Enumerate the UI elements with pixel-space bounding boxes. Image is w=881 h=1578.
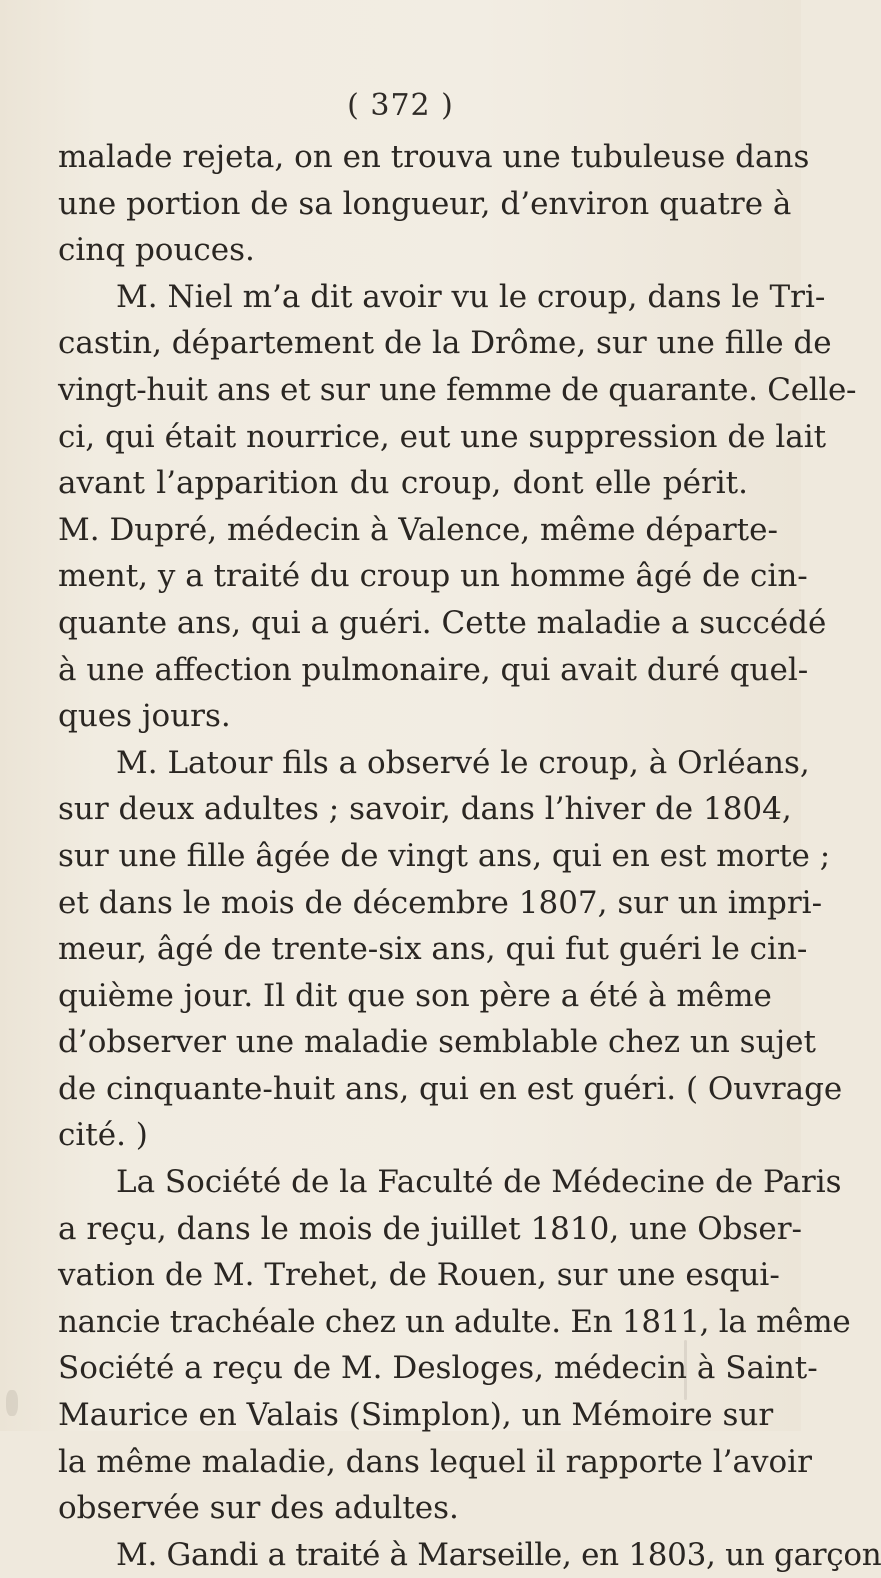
text-line: à une affection pulmonaire, qui avait duré quel- [58,651,809,688]
page-number: ( 372 ) [347,88,454,123]
paragraph-start-line: M. Gandi a traité à Marseille, en 1803, un garçon [116,1536,881,1573]
text-line: quante ans, qui a guéri. Cette maladie a succédé [58,604,827,641]
text-line: et dans le mois de décembre 1807, sur un impri- [58,884,823,921]
text-line: Société a reçu de M. Desloges, médecin à Saint- [58,1350,818,1387]
text-line: une portion de sa longueur, d’environ quatre à [58,185,792,222]
text-line: malade rejeta, on en trouva une tubuleuse dans [58,139,810,175]
text-line: M. Dupré, médecin à Valence, même départe- [58,511,778,548]
text-line: d’observer une maladie semblable chez un sujet [58,1024,816,1061]
text-line: la même maladie, dans lequel il rapporte l’avoir [58,1443,812,1480]
text-line: quième jour. Il dit que son père a été à même [58,977,772,1014]
text-line: cinq pouces. [58,232,255,269]
text-line: a reçu, dans le mois de juillet 1810, une Obser- [58,1210,802,1247]
paper-stain [6,1390,18,1416]
text-line: ci, qui était nourrice, eut une suppression de lait [58,418,827,455]
text-line: ment, y a traité du croup un homme âgé de cin- [58,558,808,595]
text-line: vation de M. Trehet, de Rouen, sur une esqui- [58,1257,780,1294]
text-line: cité. ) [58,1117,148,1154]
text-line: observée sur des adultes. [58,1490,459,1527]
text-line: sur une fille âgée de vingt ans, qui en est morte ; [58,837,831,874]
text-line: nancie trachéale chez un adulte. En 1811, la même [58,1303,851,1340]
text-line: vingt-huit ans et sur une femme de quarante. Celle- [58,371,857,408]
text-line: castin, département de la Drôme, sur une fille de [58,325,832,362]
paragraph-start-line: La Société de la Faculté de Médecine de Paris [116,1164,842,1201]
text-line: de cinquante-huit ans, qui en est guéri. ( Ouvrage [58,1070,843,1107]
text-line: ques jours. [58,698,231,735]
paper-stain [684,1340,687,1400]
text-line: sur deux adultes ; savoir, dans l’hiver de 1804, [58,791,792,828]
paragraph-start-line: M. Latour fils a observé le croup, à Orléans, [116,744,810,781]
paragraph-start-line: M. Niel m’a dit avoir vu le croup, dans le Tri- [116,278,826,315]
body-text [58,134,881,1578]
text-line: Maurice en Valais (Simplon), un Mémoire sur [58,1397,774,1434]
text-line: meur, âgé de trente-six ans, qui fut guéri le cin- [58,931,808,968]
text-line: avant l’apparition du croup, dont elle périt. [58,465,748,502]
